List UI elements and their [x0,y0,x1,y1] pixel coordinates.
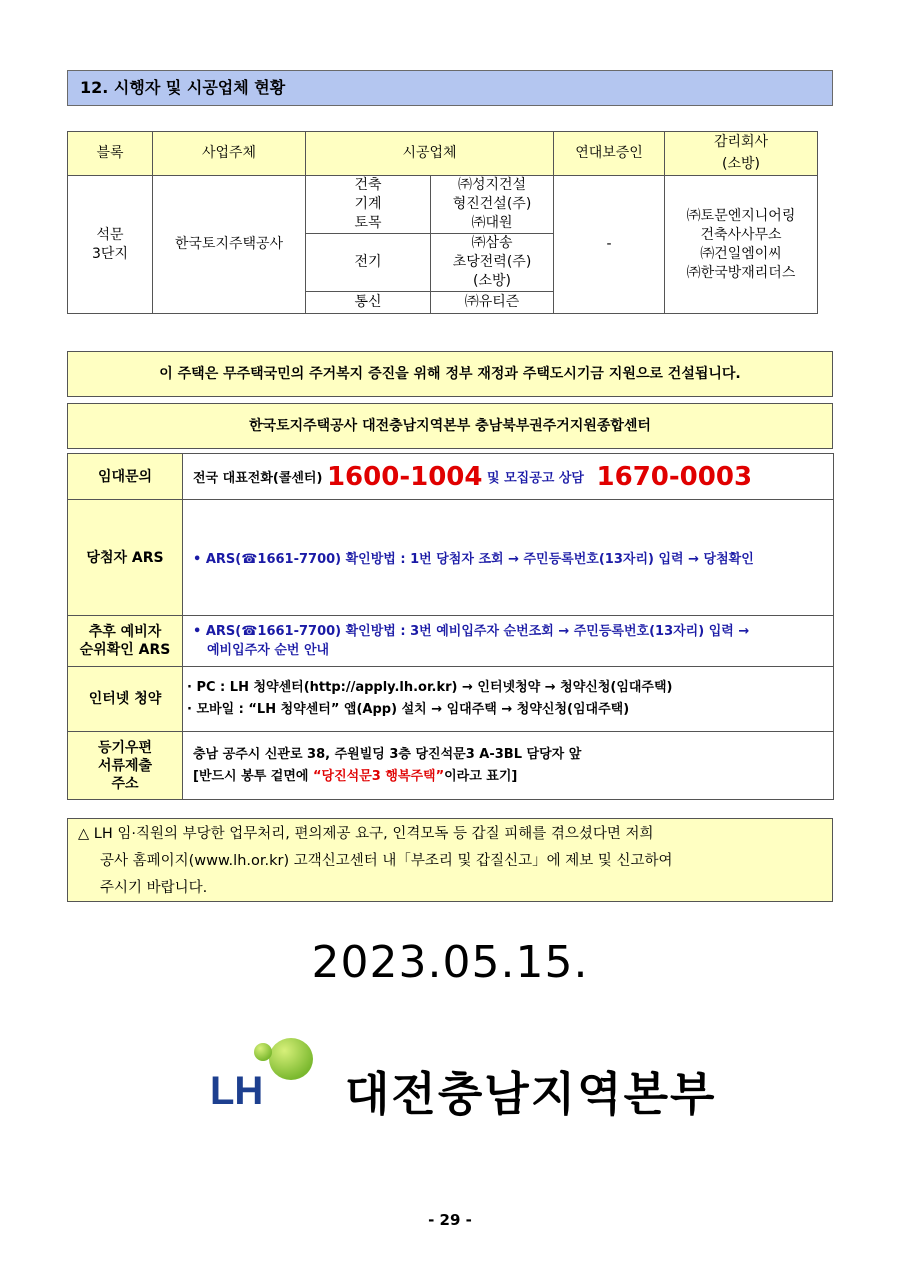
funding-notice-banner: 이 주택은 무주택국민의 주거복지 증진을 위해 정부 재정과 주택도시기금 지원으로 건설됩니다. [67,351,833,397]
contact-table [67,453,834,800]
contractor-table [67,131,818,314]
header-operator: 사업주체 [153,132,306,176]
envelope-label-highlight: “당진석문3 행복주택” [312,768,445,784]
winner-ars-value: • ARS(☎1661-7700) 확인방법 : 1번 당첨자 조회 → 주민등록번호(13자리) 입력 → 당첨확인 [183,500,834,616]
table-row [68,732,834,800]
complaint-notice: △ LH 임·직원의 부당한 업무처리, 편의제공 요구, 인격모독 등 갑질 피해를 겪으셨다면 저희 공사 홈페이지(www.lh.or.kr) 고객신고센터 내「부조리 및 갑질신고」에 제보 및 신고하여 주시기 바랍니다. [67,818,833,902]
reserve-ars-label: 추후 예비자 순위확인 ARS [68,616,183,667]
inquiry-label: 임대문의 [68,454,183,500]
company-cell: ㈜성지건설 형진건설(주) ㈜대원 [431,176,554,234]
lh-logo-icon [208,1032,318,1112]
mail-address-value: 충남 공주시 신관로 38, 주원빌딩 3층 당진석문3 A-3BL 담당자 앞 [반드시 봉투 겉면에 “당진석문3 행복주택”이라고 표기] [183,732,834,800]
work-type-cell: 건축 기계 토목 [306,176,431,234]
table-row [68,667,834,732]
table-row [68,176,818,234]
mail-label: 등기우편 서류제출 주소 [68,732,183,800]
svg-text:LH: LH [210,1069,264,1112]
office-name: 대전충남지역본부 [345,1067,717,1121]
reserve-ars-value: • ARS(☎1661-7700) 확인방법 : 3번 예비입주자 순번조회 → 주민등록번호(13자리) 입력 → 예비입주자 순번 안내 [183,616,834,667]
work-type-cell: 통신 [306,292,431,314]
supervisor-cell: ㈜토문엔지니어링 건축사사무소 ㈜건일엠이씨 ㈜한국방재리더스 [665,176,818,314]
internet-value: · PC : LH 청약센터(http://apply.lh.or.kr) → 인터넷청약 → 청약신청(임대주택) · 모바일 : “LH 청약센터” 앱(App) 설치 → 임대주택 → 청약신청(임대주택) [183,667,834,732]
housing-center-banner: 한국토지주택공사 대전충남지역본부 충남북부권주거지원종합센터 [67,403,833,449]
consult-phone: 1670-0003 [596,461,753,492]
block-cell: 석문 3단지 [68,176,153,314]
internet-label: 인터넷 청약 [68,667,183,732]
guarantor-cell: - [554,176,665,314]
table-row [68,454,834,500]
work-type-cell: 전기 [306,234,431,292]
table-row [68,500,834,616]
section-title: 12. 시행자 및 시공업체 현황 [67,70,833,106]
header-block: 블록 [68,132,153,176]
header-guarantor: 연대보증인 [554,132,665,176]
header-supervisor: 감리회사 (소방) [665,132,818,176]
company-cell: ㈜유티즌 [431,292,554,314]
winner-ars-label: 당첨자 ARS [68,500,183,616]
document-date: 2023.05.15. [311,937,589,988]
page-number: - 29 - [428,1211,472,1229]
lh-logo [208,1032,318,1112]
table-header-row [68,132,818,176]
operator-cell: 한국토지주택공사 [153,176,306,314]
table-row [68,616,834,667]
company-cell: ㈜삼송 초당전력(주) (소방) [431,234,554,292]
header-builder: 시공업체 [306,132,554,176]
call-center-phone: 1600-1004 [326,461,483,492]
inquiry-value: 전국 대표전화(콜센터) 1600-1004 및 모집공고 상담 1670-0003 [183,454,834,500]
